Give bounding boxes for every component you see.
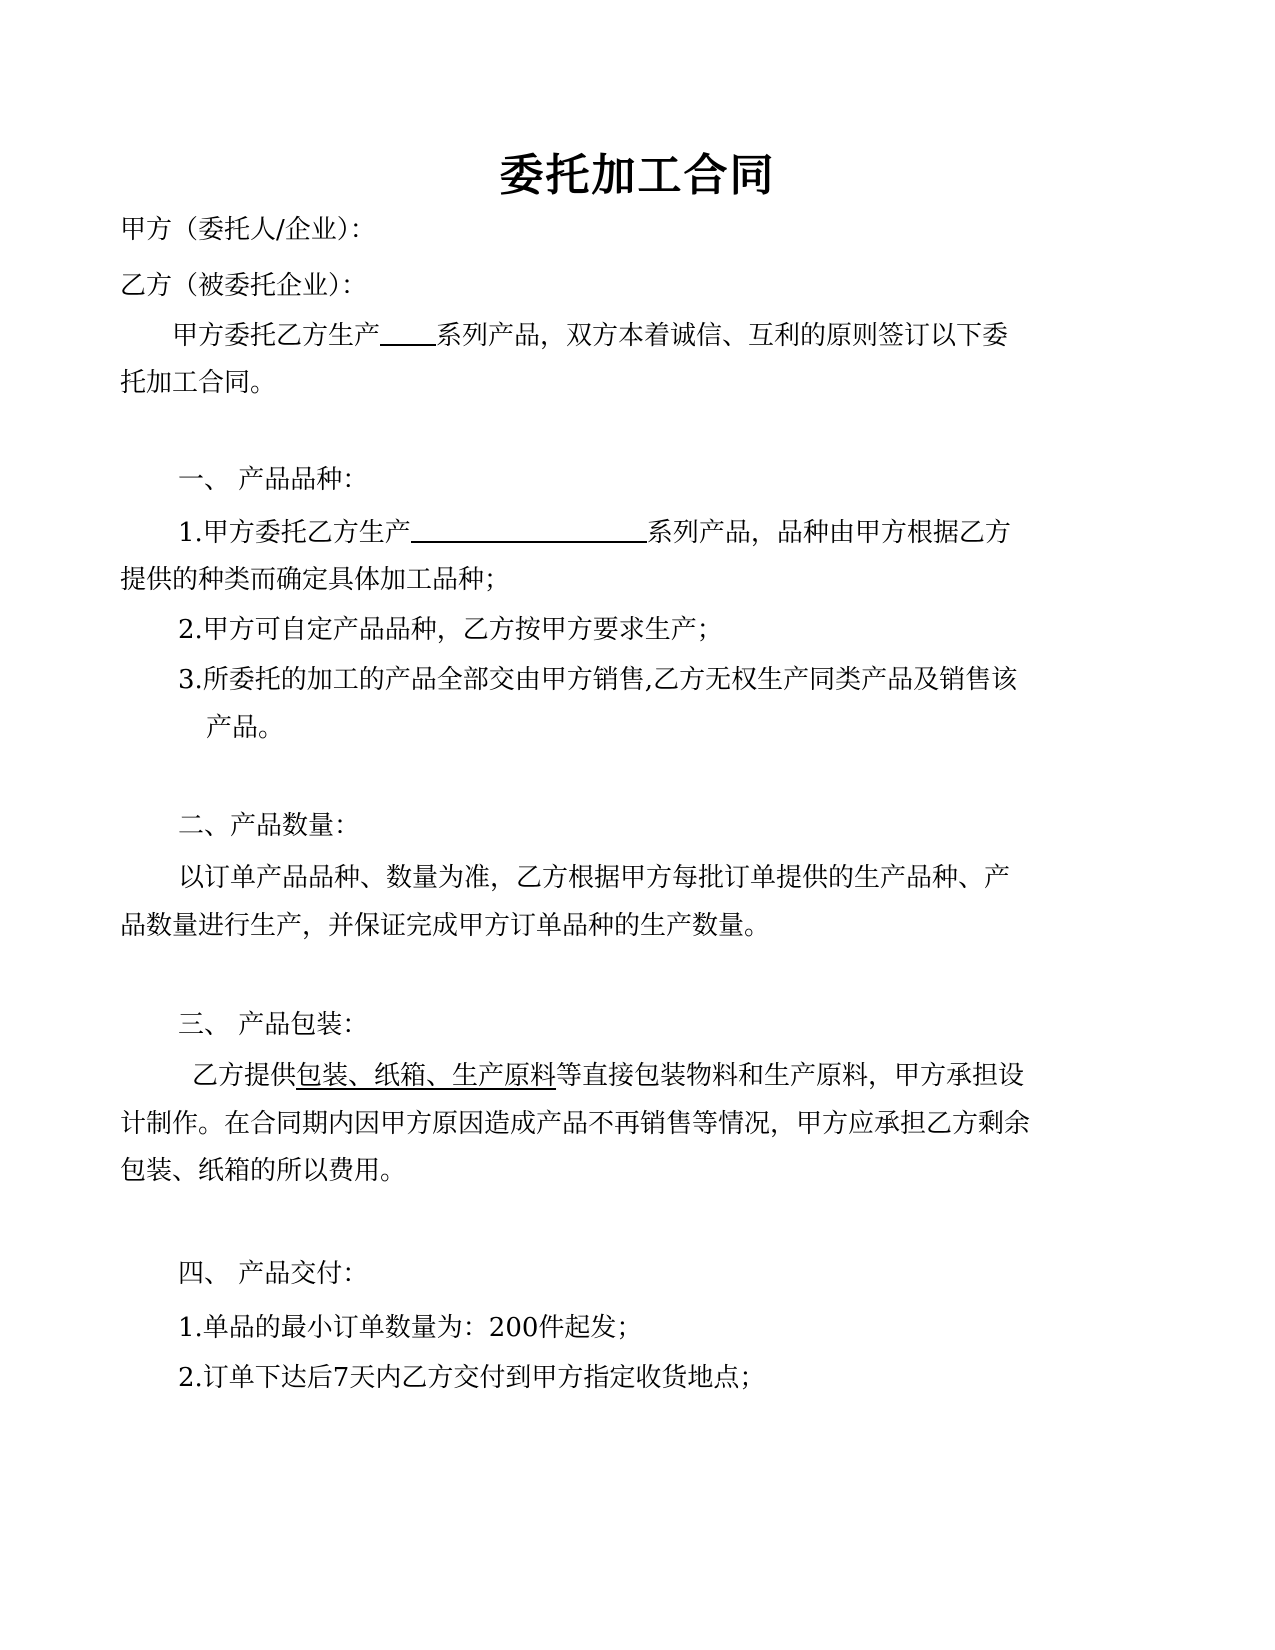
section-1-heading: 一、 产品品种： <box>178 465 369 495</box>
section-2-line-2: 品数量进行生产，并保证完成甲方订单品种的生产数量。 <box>120 911 771 941</box>
section-1-item-1-cont: 提供的种类而确定具体加工品种； <box>120 565 511 595</box>
section-4-heading: 四、 产品交付： <box>178 1259 369 1289</box>
section-1-item-3-cont: 产品。 <box>206 713 285 743</box>
section-4-item-2: 2.订单下达后7天内乙方交付到甲方指定收货地点； <box>178 1363 766 1393</box>
document-title: 委托加工合同 <box>499 150 776 201</box>
packaging-text-before: 乙方提供 <box>192 1061 297 1091</box>
product-name-blank <box>411 517 647 543</box>
section-3-heading: 三、 产品包装： <box>178 1010 369 1040</box>
intro-text-after-blank: 系列产品，双方本着诚信、互利的原则签订以下委 <box>436 321 1009 351</box>
section-1-item-2: 2.甲方可自定产品品种，乙方按甲方要求生产； <box>178 615 723 645</box>
intro-line-1 <box>172 318 1008 354</box>
packaging-underlined-items: 包装、纸箱、生产原料 <box>296 1061 557 1091</box>
intro-line-2: 托加工合同。 <box>120 368 277 398</box>
section-2-heading: 二、产品数量： <box>178 811 361 841</box>
packaging-text-after: 等直接包装物料和生产原料，甲方承担设 <box>556 1061 1025 1091</box>
party-a-line: 甲方（委托人/企业）： <box>120 215 376 245</box>
section-2-line-1: 以订单产品品种、数量为准，乙方根据甲方每批订单提供的生产品种、产 <box>178 863 1011 893</box>
section-4-item-1: 1.单品的最小订单数量为：200件起发； <box>178 1313 643 1343</box>
section-1-item-1 <box>178 515 1011 551</box>
item-1-text-after-blank: 系列产品，品种由甲方根据乙方 <box>646 518 1011 548</box>
intro-text-before-blank: 甲方委托乙方生产 <box>172 321 381 351</box>
item-1-text-before-blank: 1.甲方委托乙方生产 <box>178 518 411 548</box>
section-3-line-3: 包装、纸箱的所以费用。 <box>120 1156 407 1186</box>
product-series-blank <box>380 320 436 346</box>
section-3-line-1 <box>192 1058 1024 1094</box>
section-3-line-2: 计制作。在合同期内因甲方原因造成产品不再销售等情况，甲方应承担乙方剩余 <box>120 1109 1031 1139</box>
party-b-line: 乙方（被委托企业）： <box>120 271 368 301</box>
section-1-item-3: 3.所委托的加工的产品全部交由甲方销售,乙方无权生产同类产品及销售该 <box>178 665 1018 695</box>
